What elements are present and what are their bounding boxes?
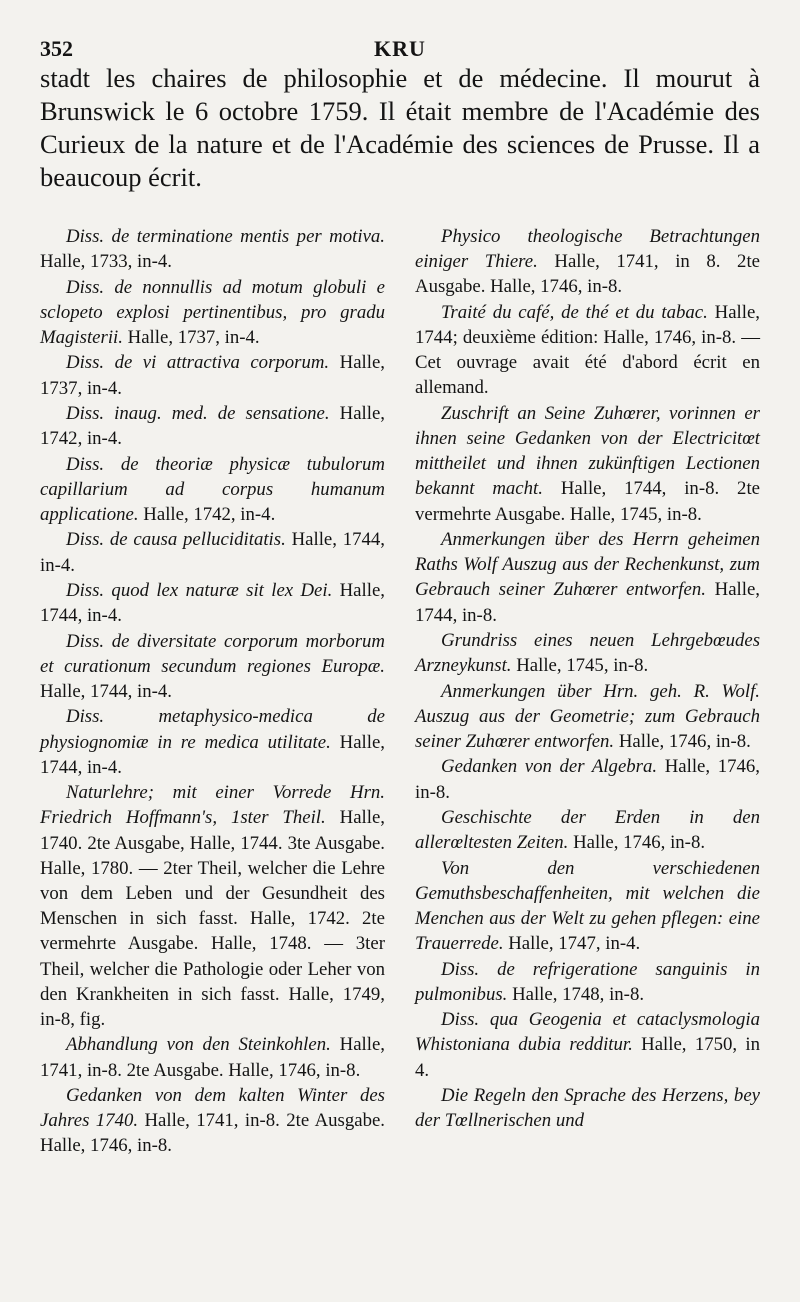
bibliography-entry [40,275,385,351]
bibliography-entry [415,300,760,401]
entry-title: Diss. de terminatione mentis per motiva. [66,226,385,247]
entry-title: Diss. de causa pelluciditatis. [66,529,286,551]
bibliography-entry [415,224,760,300]
entry-title: Diss. metaphysico-medica de physiognomiæ in re medica utilitate. [40,706,385,753]
entry-publication: Halle, 1744, in-4. [40,680,172,702]
bibliography-entry [40,401,385,451]
entry-title: Anmerkungen über Hrn. geh. R. Wolf. Auszug aus der Geometrie; zum Gebrauch seiner Zuhœrer entworfen. [415,680,760,752]
entry-publication: Halle, 1733, in-4. [40,251,172,273]
entry-title: Zuschrift an Seine Zuhœrer, vorinnen er ihnen seine Gedanken von der Electricitœt mittheilet und ihnen zukünftigen Lectionen bekannt macht. [415,402,760,500]
entry-publication: Halle, 1742, in-4. [143,503,276,525]
bibliography-entry [40,1032,385,1082]
bibliography-entry [40,1083,385,1159]
entry-title: Anmerkungen über des Herrn geheimen Raths Wolf Auszug aus der Rechenkunst, zum Gebrauch seiner Zuhœrer entworfen. [415,529,760,601]
bibliography-entry [40,629,385,705]
entry-title: Diss. de theoriæ physicæ tubulorum capillarium ad corpus humanum applicatione. [40,453,385,525]
bibliography-entry [40,527,385,577]
bibliography-entry [415,856,760,957]
entry-title: Diss. de refrigeratione sanguinis in pulmonibus. [415,958,760,1005]
bibliography-entry [415,754,760,804]
entry-title: Die Regeln den Sprache des Herzens, bey der Tœllnerischen und [415,1084,760,1132]
entry-title: Gedanken von dem kalten Winter des Jahres 1740. [40,1084,385,1132]
entry-publication: Halle, 1741, in 8. 2te Ausgabe. Halle, 1746, in-8. [415,251,760,298]
entry-title: Diss. qua Geogenia et cataclysmologia Whistoniana dubia redditur. [415,1009,760,1056]
left-column [40,224,385,1159]
bibliography-entry [40,452,385,528]
bibliography-entry [415,527,760,628]
entry-publication: Halle, 1746, in-8. [618,731,751,752]
entry-title: Diss. de nonnullis ad motum globuli e sclopeto explosi pertinentibus, pro gradu Magisterii. [40,276,385,348]
running-title: KRU [374,36,426,61]
entry-title: Diss. de diversitate corporum morborum et curationum secundum regiones Europæ. [40,630,385,677]
entry-publication: Halle, 1744, in-4. [40,579,385,627]
entry-publication: Halle, 1744; deuxième édition: Halle, 1746, in-8. — Cet ouvrage avait été d'abord écrit en allemand. [415,301,760,399]
entry-title: Diss. inaug. med. de sensatione. [66,402,330,424]
entry-publication: Halle, 1740. 2te Ausgabe, Halle, 1744. 3te Ausgabe. Halle, 1780. — 2ter Theil, welcher die Lehre von dem Leben und der Gesundheit des Menschen in sich fasst. Halle, 1742. 2te vermehrte Ausgabe. Halle, 1748. — 3ter Theil, welcher die Pathologie oder Leher von den Krankheiten in sich fasst. Halle, 1749, in-8, fig. [40,807,385,1030]
entry-publication: Halle, 1746, in-8. [415,756,760,803]
entry-title: Naturlehre; mit einer Vorrede Hrn. Friedrich Hoffmann's, 1ster Theil. [40,782,385,829]
entry-title: Geschischte der Erden in den allerœltesten Zeiten. [415,806,760,854]
running-head [40,34,760,62]
bibliography-entry [415,1007,760,1083]
entry-publication: Halle, 1742, in-4. [40,402,385,450]
bibliography-entry [415,1083,760,1133]
entry-publication: Halle, 1747, in-4. [508,933,641,955]
bibliography-entry [415,805,760,855]
entry-title: Grundriss eines neuen Lehrgebœudes Arzneykunst. [415,630,760,677]
entry-publication: Halle, 1744, in-4. [40,731,385,778]
entry-publication: Halle, 1737, in-4. [127,327,260,348]
entry-publication: Halle, 1744, in-8. [415,579,760,626]
bibliography-entry [40,578,385,628]
entry-publication: Halle, 1737, in-4. [40,352,385,399]
entry-publication: Halle, 1744, in-4. [40,529,385,576]
entry-title: Diss. quod lex naturæ sit lex Dei. [66,579,333,601]
bibliography-entry [40,780,385,1032]
bibliography-entry [415,679,760,755]
bibliography-entry [40,224,385,274]
entry-title: Diss. de vi attractiva corporum. [66,352,330,374]
entry-publication: Halle, 1741, in-8. 2te Ausgabe. Halle, 1746, in-8. [40,1034,385,1081]
entry-title: Physico theologische Betrachtungen einiger Thiere. [415,226,760,273]
entry-publication: Halle, 1750, in 4. [415,1034,760,1081]
right-column [415,224,760,1159]
entry-publication: Halle, 1748, in-8. [512,983,645,1005]
entry-title: Abhandlung von den Steinkohlen. [66,1034,331,1056]
bibliography-entry [40,350,385,400]
entry-title: Von den verschiedenen Gemuthsbeschaffenheiten, mit welchen die Menchen aus der Welt zu gehen pflegen: eine Trauerrede. [415,857,760,955]
bibliography-columns [40,224,760,1159]
entry-publication: Halle, 1745, in-8. [516,655,649,677]
bibliography-entry [415,628,760,678]
bibliography-entry [415,957,760,1007]
entry-publication: Halle, 1741, in-8. 2te Ausgabe. Halle, 1746, in-8. [40,1110,385,1157]
bibliography-entry [415,401,760,527]
bibliography-entry [40,704,385,780]
entry-title: Gedanken von der Algebra. [441,756,658,778]
entry-publication: Halle, 1744, in-8. 2te vermehrte Ausgabe. Halle, 1745, in-8. [415,478,760,525]
entry-title: Traité du café, de thé et du tabac. [441,301,708,323]
page-number: 352 [40,36,73,61]
entry-publication: Halle, 1746, in-8. [573,832,706,854]
intro-paragraph: stadt les chaires de philosophie et de médecine. Il mourut à Brunswick le 6 octobre 1759. Il était membre de l'Académie des Curieux de la nature et de l'Académie des sciences de Prusse. Il a beaucoup écrit. [40,63,760,192]
